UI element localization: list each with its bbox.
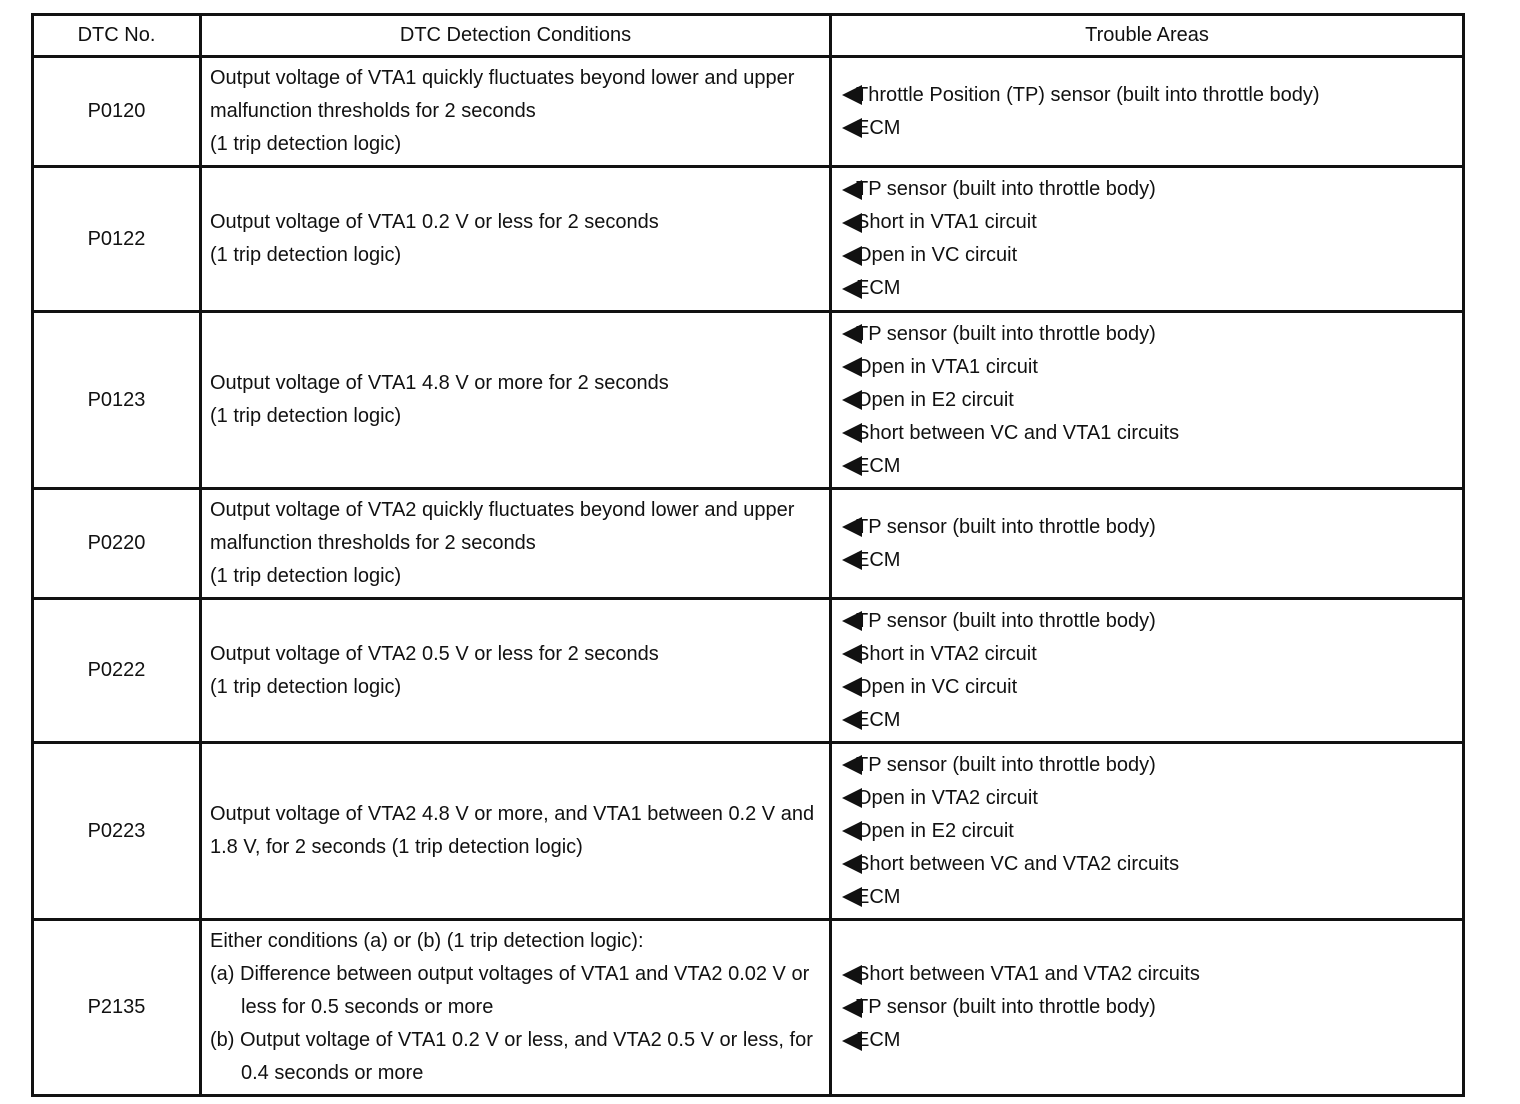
left-triangle-bullet-icon: [842, 998, 862, 1018]
left-triangle-bullet-icon: [842, 180, 862, 200]
list-item: Open in E2 circuit: [842, 815, 1452, 848]
dtc-code: P2135: [33, 920, 201, 1096]
table-row: [33, 920, 1464, 1096]
condition-line: (a) Difference between output voltages of VTA1 and VTA2 0.02 V or less for 0.5 seconds or more: [210, 963, 810, 1018]
condition-line: (1 trip detection logic): [210, 133, 402, 155]
table-row: [33, 743, 1464, 920]
list-item: ECM: [842, 112, 1452, 145]
left-triangle-bullet-icon: [842, 213, 862, 233]
dtc-code: P0223: [33, 743, 201, 920]
left-triangle-bullet-icon: [842, 644, 862, 664]
dtc-code: P0123: [33, 312, 201, 489]
list-item: TP sensor (built into throttle body): [842, 318, 1452, 351]
left-triangle-bullet-icon: [842, 854, 862, 874]
left-triangle-bullet-icon: [842, 755, 862, 775]
condition-line: Either conditions (a) or (b) (1 trip detection logic):: [210, 930, 644, 952]
condition-line: Output voltage of VTA2 0.5 V or less for 2 seconds: [210, 642, 659, 665]
dtc-code: P0222: [33, 599, 201, 743]
list-item: TP sensor (built into throttle body): [842, 749, 1452, 782]
dtc-code: P0120: [33, 57, 201, 167]
table-row: [33, 57, 1464, 167]
left-triangle-bullet-icon: [842, 118, 862, 138]
detection-conditions: [201, 312, 831, 489]
dtc-code: P0220: [33, 489, 201, 599]
left-triangle-bullet-icon: [842, 788, 862, 808]
left-triangle-bullet-icon: [842, 710, 862, 730]
left-triangle-bullet-icon: [842, 279, 862, 299]
left-triangle-bullet-icon: [842, 246, 862, 266]
condition-line: (b) Output voltage of VTA1 0.2 V or less, and VTA2 0.5 V or less, for 0.4 seconds or more: [210, 1029, 813, 1084]
condition-line: Output voltage of VTA1 4.8 V or more for 2 seconds: [210, 372, 669, 394]
left-triangle-bullet-icon: [842, 965, 862, 985]
left-triangle-bullet-icon: [842, 423, 862, 443]
condition-line: (1 trip detection logic): [210, 244, 402, 266]
list-item: ECM: [842, 704, 1452, 737]
list-item: ECM: [842, 881, 1452, 914]
detection-conditions: [201, 167, 831, 312]
list-item: TP sensor (built into throttle body): [842, 173, 1452, 206]
left-triangle-bullet-icon: [842, 821, 862, 841]
list-item: Short between VC and VTA2 circuits: [842, 848, 1452, 881]
dtc-code: P0122: [33, 167, 201, 312]
list-item: Open in VTA2 circuit: [842, 782, 1452, 815]
list-item: Short in VTA2 circuit: [842, 638, 1452, 671]
condition-line: (1 trip detection logic): [210, 405, 402, 427]
left-triangle-bullet-icon: [842, 887, 862, 907]
trouble-areas: [831, 599, 1464, 743]
dtc-table: [31, 13, 1465, 1097]
condition-line: (1 trip detection logic): [210, 565, 402, 587]
list-item: Open in VC circuit: [842, 239, 1452, 272]
left-triangle-bullet-icon: [842, 324, 862, 344]
condition-line: Output voltage of VTA2 4.8 V or more, and VTA1 between 0.2 V and 1.8 V, for 2 seconds (1 trip detection logic): [210, 803, 815, 858]
left-triangle-bullet-icon: [842, 550, 862, 570]
left-triangle-bullet-icon: [842, 357, 862, 377]
detection-conditions: [201, 57, 831, 167]
left-triangle-bullet-icon: [842, 677, 862, 697]
list-item: TP sensor (built into throttle body): [842, 605, 1452, 638]
condition-line: Output voltage of VTA1 quickly fluctuates beyond lower and upper malfunction thresholds for 2 seconds: [210, 67, 795, 122]
list-item: Short between VTA1 and VTA2 circuits: [842, 958, 1452, 991]
trouble-areas: [831, 57, 1464, 167]
header-row: [33, 15, 1464, 57]
header-conditions: DTC Detection Conditions: [201, 15, 831, 57]
header-dtc-no: DTC No.: [33, 15, 201, 57]
list-item: TP sensor (built into throttle body): [842, 991, 1452, 1024]
left-triangle-bullet-icon: [842, 390, 862, 410]
list-item: Open in VC circuit: [842, 671, 1452, 704]
detection-conditions: [201, 743, 831, 920]
left-triangle-bullet-icon: [842, 85, 862, 105]
header-trouble-areas: Trouble Areas: [831, 15, 1464, 57]
detection-conditions: [201, 489, 831, 599]
list-item: Short in VTA1 circuit: [842, 206, 1452, 239]
detection-conditions: [201, 599, 831, 743]
list-item: ECM: [842, 544, 1452, 577]
list-item: Open in E2 circuit: [842, 384, 1452, 417]
trouble-areas: [831, 312, 1464, 489]
table-row: [33, 599, 1464, 743]
list-item: Short between VC and VTA1 circuits: [842, 417, 1452, 450]
table-row: [33, 489, 1464, 599]
table-row: [33, 312, 1464, 489]
left-triangle-bullet-icon: [842, 517, 862, 537]
list-item: TP sensor (built into throttle body): [842, 511, 1452, 544]
condition-line: Output voltage of VTA2 quickly fluctuates beyond lower and upper malfunction thresholds for 2 seconds: [210, 499, 795, 554]
condition-line: Output voltage of VTA1 0.2 V or less for 2 seconds: [210, 211, 659, 233]
trouble-areas: [831, 167, 1464, 312]
left-triangle-bullet-icon: [842, 456, 862, 476]
detection-conditions: [201, 920, 831, 1096]
trouble-areas: [831, 920, 1464, 1096]
list-item: ECM: [842, 1024, 1452, 1057]
trouble-areas: [831, 489, 1464, 599]
left-triangle-bullet-icon: [842, 1031, 862, 1051]
table-row: [33, 167, 1464, 312]
trouble-areas: [831, 743, 1464, 920]
list-item: Throttle Position (TP) sensor (built into throttle body): [842, 79, 1452, 112]
list-item: ECM: [842, 272, 1452, 305]
left-triangle-bullet-icon: [842, 611, 862, 631]
list-item: Open in VTA1 circuit: [842, 351, 1452, 384]
list-item: ECM: [842, 450, 1452, 483]
condition-line: (1 trip detection logic): [210, 675, 402, 698]
